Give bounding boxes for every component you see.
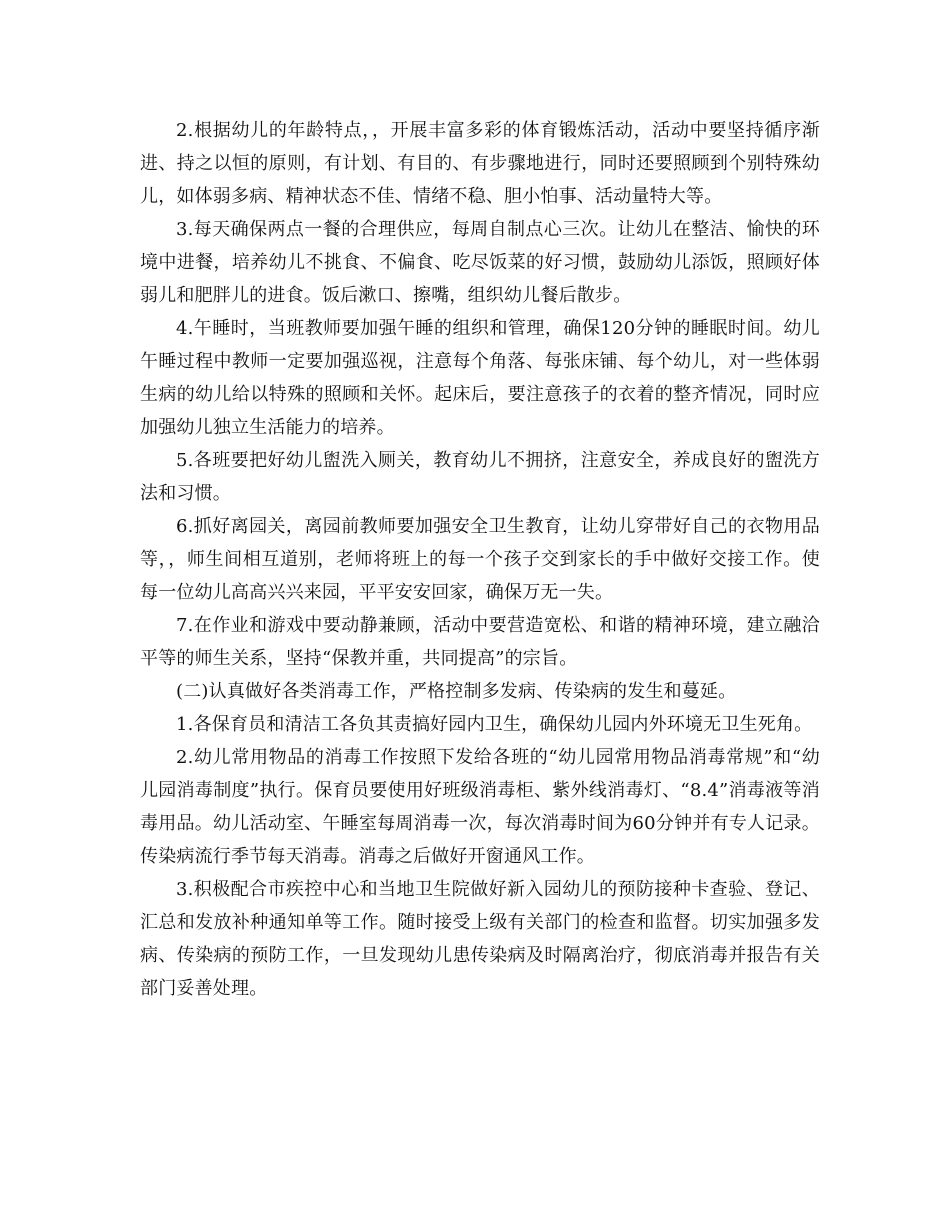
paragraph-disinfection-rules: 2.幼儿常用物品的消毒工作按照下发给各班的“幼儿园常用物品消毒常规”和“幼儿园消毒制度”执行。保育员要使用好班级消毒柜、紫外线消毒灯、“8.4”消毒液等消毒用品。幼儿活动室、午睡室每周消毒一次，每次消毒时间为60分钟并有专人记录。传染病流行季节每天消毒。消毒之后做好开窗通风工作。 <box>140 747 820 867</box>
paragraph-teacher-student-relations: 7.在作业和游戏中要动静兼顾，活动中要营造宽松、和谐的精神环境，建立融洽平等的师生关系，坚持“保教并重，共同提高”的宗旨。 <box>140 615 820 669</box>
paragraph-meals: 3.每天确保两点一餐的合理供应，每周自制点心三次。让幼儿在整洁、愉快的环境中进餐，培养幼儿不挑食、不偏食、吃尽饭菜的好习惯，鼓励幼儿添饭，照顾好体弱儿和肥胖儿的进食。饭后漱口、擦嘴，组织幼儿餐后散步。 <box>140 219 820 306</box>
paragraph-vaccination: 3.积极配合市疾控中心和当地卫生院做好新入园幼儿的预防接种卡查验、登记、汇总和发放补种通知单等工作。随时接受上级有关部门的检查和监督。切实加强多发病、传染病的预防工作，一旦发现幼儿患传染病及时隔离治疗，彻底消毒并报告有关部门妥善处理。 <box>140 879 820 999</box>
paragraph-nap-time: 4.午睡时，当班教师要加强午睡的组织和管理，确保120分钟的睡眠时间。幼儿午睡过程中教师一定要加强巡视，注意每个角落、每张床铺、每个幼儿，对一些体弱生病的幼儿给以特殊的照顾和关怀。起床后，要注意孩子的衣着的整齐情况，同时应加强幼儿独立生活能力的培养。 <box>140 318 820 438</box>
paragraph-washing: 5.各班要把好幼儿盥洗入厕关，教育幼儿不拥挤，注意安全，养成良好的盥洗方法和习惯。 <box>140 450 820 504</box>
paragraph-sports-activities: 2.根据幼儿的年龄特点，，开展丰富多彩的体育锻炼活动，活动中要坚持循序渐进、持之以恒的原则，有计划、有目的、有步骤地进行，同时还要照顾到个别特殊幼儿，如体弱多病、精神状态不佳、情绪不稳、胆小怕事、活动量特大等。 <box>140 120 820 207</box>
section-heading-disinfection: (二)认真做好各类消毒工作，严格控制多发病、传染病的发生和蔓延。 <box>176 681 737 702</box>
paragraph-cleaning: 1.各保育员和清洁工各负其责搞好园内卫生，确保幼儿园内外环境无卫生死角。 <box>176 714 813 735</box>
document-body <box>140 114 820 1005</box>
paragraph-leaving-school: 6.抓好离园关，离园前教师要加强安全卫生教育，让幼儿穿带好自己的衣物用品等，，师生间相互道别，老师将班上的每一个孩子交到家长的手中做好交接工作。使每一位幼儿高高兴兴来园，平平安安回家，确保万无一失。 <box>140 516 820 603</box>
